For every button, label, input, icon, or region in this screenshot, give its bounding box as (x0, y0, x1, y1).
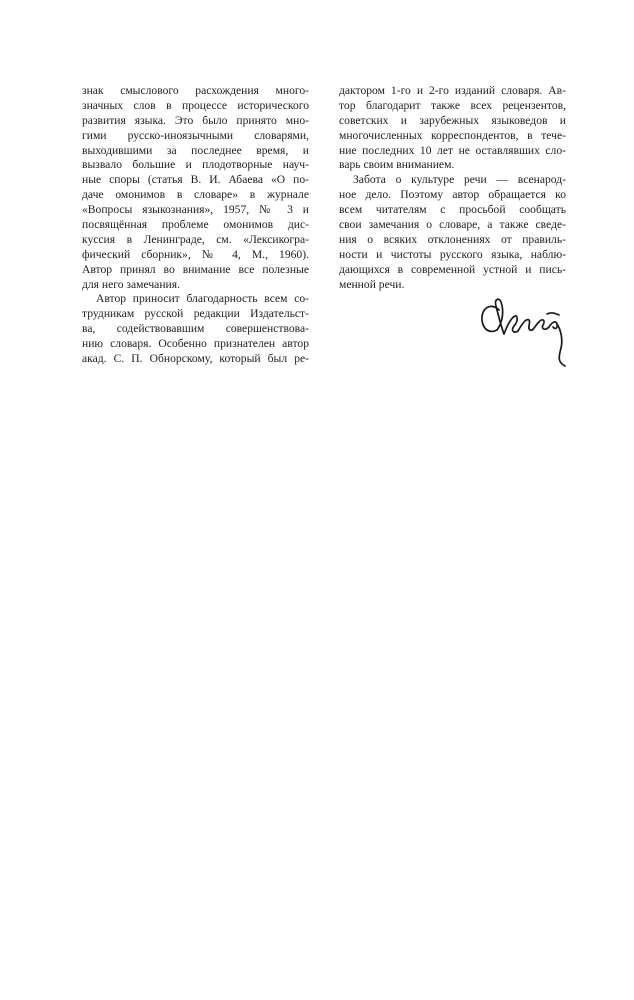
text-line: трудникам русской редакции Издательст- (82, 307, 309, 321)
text-line: ния о всяких отклонениях от правиль- (339, 232, 566, 246)
text-line: развития языка. Это было принято мно- (82, 113, 309, 127)
text-column-left (82, 84, 309, 367)
text-line: фический сборник», № 4, М., 1960). (82, 247, 309, 261)
text-line: посвящённая проблеме омонимов дис- (82, 218, 309, 232)
text-line: куссия в Ленинграде, см. «Лексикогра- (82, 232, 309, 246)
text-line: дактором 1-го и 2-го изданий словаря. Ав- (339, 84, 566, 97)
text-line: ние последних 10 лет не оставлявших сло- (339, 143, 566, 157)
text-line: дающихся в современной устной и пись- (339, 262, 566, 276)
text-line: знак смыслового расхождения много- (82, 84, 309, 97)
text-line: значных слов в процессе исторического (82, 98, 309, 112)
text-line: нию словаря. Особенно признателен автор (82, 337, 309, 351)
text-line: многочисленных корреспондентов, в тече- (339, 128, 566, 142)
text-line: вызвало большие и плодотворные науч- (82, 158, 309, 172)
text-column-right (339, 84, 566, 292)
text-line: ва, содействовавшим совершенствова- (82, 322, 309, 336)
text-line: акад. С. П. Обнорскому, который был ре- (82, 352, 309, 366)
text-line: тор благодарит также всех рецензентов, (339, 98, 566, 112)
text-line-paragraph-start: Забота о культуре речи — всенарод- (353, 173, 566, 187)
text-line: ности и чистоты русского языка, наблю- (339, 247, 566, 261)
text-line-paragraph-start: Автор приносит благодарность всем со- (96, 292, 309, 306)
text-line: «Вопросы языкознания», 1957, № 3 и (82, 203, 309, 217)
text-line: свои замечания о словаре, а также сведе- (339, 218, 566, 232)
text-line: ные споры (статья В. И. Абаева «О по- (82, 173, 309, 187)
text-line: даче омонимов в словаре» в журнале (82, 188, 309, 202)
text-line: Автор принял во внимание все полезные (82, 262, 309, 276)
text-line-paragraph-end: менной речи. (339, 277, 405, 291)
text-line-paragraph-end: варь своим вниманием. (339, 158, 455, 172)
text-line: гими русско-иноязычными словарями, (82, 128, 309, 142)
text-line-paragraph-end: для него замечания. (82, 277, 180, 291)
handwritten-signature (477, 296, 573, 368)
text-line: всем читателям с просьбой сообщать (339, 203, 566, 217)
text-line: ное дело. Поэтому автор обращается ко (339, 188, 566, 202)
text-line: выходившими за последнее время, и (82, 143, 309, 157)
text-line: советских и зарубежных языковедов и (339, 113, 566, 127)
